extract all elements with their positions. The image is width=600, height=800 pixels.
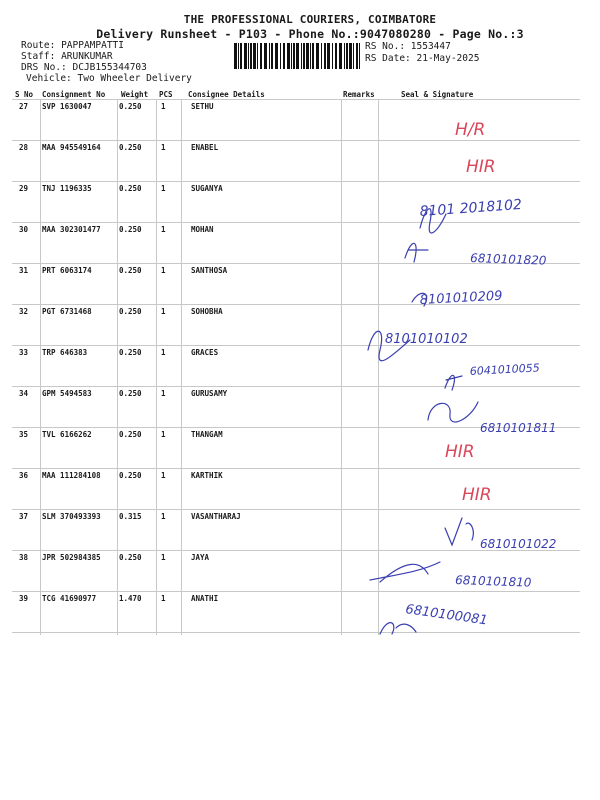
cell-consignment: TCG 41690977	[42, 594, 97, 603]
barcode-bar	[327, 43, 330, 69]
cell-pcs: 1	[161, 471, 166, 480]
cell-consignment: TRP 646383	[42, 348, 88, 357]
signature-row-35: HIR	[445, 442, 475, 462]
cell-consignment: MAA 945549164	[42, 143, 101, 152]
cell-consignee: ENABEL	[191, 143, 219, 152]
signature-row-39: 6810100081	[404, 602, 489, 629]
column-divider	[117, 99, 118, 635]
barcode-bar	[250, 43, 252, 69]
cell-sno: 27	[19, 102, 29, 111]
cell-weight: 0.250	[119, 225, 142, 234]
signature-row-27: H/R	[455, 120, 486, 140]
barcode-bar	[293, 43, 295, 69]
cell-weight: 0.250	[119, 389, 142, 398]
drs-label: DRS No.:	[21, 62, 67, 73]
barcode-bar	[296, 43, 299, 69]
row-divider	[12, 140, 580, 141]
barcode-bar	[339, 43, 342, 69]
cell-sno: 35	[19, 430, 29, 439]
cell-pcs: 1	[161, 594, 166, 603]
cell-weight: 0.250	[119, 184, 142, 193]
cell-weight: 0.250	[119, 430, 142, 439]
column-divider	[156, 99, 157, 635]
cell-consignee: THANGAM	[191, 430, 223, 439]
cell-consignee: SUGANYA	[191, 184, 223, 193]
barcode-bar	[271, 43, 273, 69]
cell-consignment: PRT 6063174	[42, 266, 92, 275]
signature-row-36: HIR	[462, 485, 492, 505]
cell-sno: 29	[19, 184, 29, 193]
header-rule	[12, 99, 580, 100]
vehicle-label: Vehicle:	[26, 73, 72, 84]
barcode-bar	[349, 43, 352, 69]
cell-sno: 39	[19, 594, 29, 603]
signature-row-28: HIR	[466, 157, 496, 177]
cell-consignee: KARTHIK	[191, 471, 223, 480]
barcode-bar	[346, 43, 348, 69]
cell-consignment: SLM 370493393	[42, 512, 101, 521]
barcode	[234, 43, 360, 69]
route-label: Route:	[21, 40, 56, 51]
col-header-sno: S No	[15, 90, 34, 99]
drs-line	[21, 62, 147, 73]
staff-line	[21, 51, 113, 62]
pen-stroke	[445, 375, 462, 390]
cell-consignment: MAA 302301477	[42, 225, 101, 234]
barcode-bar	[283, 43, 285, 69]
rs-date-line	[365, 53, 479, 64]
barcode-bar	[353, 43, 354, 69]
barcode-bar	[321, 43, 322, 69]
cell-consignment: MAA 111284108	[42, 471, 101, 480]
signature-row-38: 6810101810	[454, 573, 532, 590]
barcode-bar	[303, 43, 305, 69]
col-header-weight: Weight	[121, 90, 149, 99]
cell-consignment: GPM 5494583	[42, 389, 92, 398]
barcode-bar	[291, 43, 292, 69]
col-header-seal: Seal & Signature	[401, 90, 474, 99]
barcode-bar	[280, 43, 281, 69]
row-divider	[12, 386, 580, 387]
cell-pcs: 1	[161, 225, 166, 234]
row-divider	[12, 427, 580, 428]
row-divider	[12, 222, 580, 223]
barcode-bar	[301, 43, 302, 69]
signature-row-37: 6810101022	[480, 537, 557, 551]
signature-row-34: 6810101811	[480, 421, 557, 435]
rs-date-label: RS Date:	[365, 53, 411, 64]
col-header-consignment: Consignment No	[42, 90, 106, 99]
column-divider	[378, 99, 379, 635]
pen-stroke	[405, 243, 428, 262]
cell-pcs: 1	[161, 430, 166, 439]
col-header-pcs: PCS	[159, 90, 173, 99]
cell-consignee: GRACES	[191, 348, 219, 357]
barcode-bar	[306, 43, 309, 69]
column-divider	[341, 99, 342, 635]
cell-weight: 1.470	[119, 594, 142, 603]
cell-weight: 0.315	[119, 512, 142, 521]
column-divider	[40, 99, 41, 635]
column-divider	[181, 99, 182, 635]
row-divider	[12, 181, 580, 182]
cell-consignee: ANATHI	[191, 594, 219, 603]
rs-date-value: 21-May-2025	[416, 53, 480, 64]
staff-value: ARUNKUMAR	[61, 51, 113, 62]
cell-sno: 37	[19, 512, 29, 521]
pen-stroke	[445, 518, 473, 545]
cell-consignee: VASANTHARAJ	[191, 512, 241, 521]
barcode-bar	[257, 43, 258, 69]
cell-consignee: JAYA	[191, 553, 210, 562]
cell-pcs: 1	[161, 512, 166, 521]
cell-weight: 0.250	[119, 348, 142, 357]
barcode-bar	[234, 43, 237, 69]
cell-pcs: 1	[161, 266, 166, 275]
cell-sno: 34	[19, 389, 29, 398]
barcode-bar	[238, 43, 239, 69]
rs-no-value: 1553447	[410, 41, 451, 52]
row-divider	[12, 263, 580, 264]
barcode-bar	[260, 43, 262, 69]
col-header-remarks: Remarks	[343, 90, 375, 99]
cell-consignment: SVP 1630047	[42, 102, 92, 111]
row-divider	[12, 591, 580, 592]
rs-no-label: RS No.:	[365, 41, 406, 52]
cell-sno: 32	[19, 307, 29, 316]
barcode-bar	[332, 43, 333, 69]
barcode-bar	[253, 43, 256, 69]
runsheet-title: Delivery Runsheet - P103 - Phone No.:9047080280 - Page No.:3	[96, 27, 524, 41]
barcode-bar	[269, 43, 270, 69]
barcode-bar	[248, 43, 249, 69]
cell-consignee: GURUSAMY	[191, 389, 228, 398]
rs-no-line	[365, 41, 451, 52]
signature-row-31: 8101010209	[419, 288, 503, 308]
barcode-bar	[316, 43, 319, 69]
cell-consignee: SETHU	[191, 102, 214, 111]
cell-pcs: 1	[161, 102, 166, 111]
row-divider	[12, 509, 580, 510]
cell-sno: 28	[19, 143, 29, 152]
cell-consignment: TNJ 1196335	[42, 184, 92, 193]
cell-pcs: 1	[161, 307, 166, 316]
cell-consignment: PGT 6731468	[42, 307, 92, 316]
row-divider	[12, 468, 580, 469]
row-divider	[12, 550, 580, 551]
barcode-bar	[324, 43, 326, 69]
cell-consignment: JPR 502984385	[42, 553, 101, 562]
signature-row-30: 6810101820	[469, 251, 547, 268]
cell-sno: 36	[19, 471, 29, 480]
pen-stroke	[428, 402, 478, 422]
signature-row-29: 8101 2018102	[419, 196, 523, 220]
barcode-bar	[359, 43, 360, 69]
barcode-bar	[335, 43, 337, 69]
cell-weight: 0.250	[119, 102, 142, 111]
route-line	[21, 40, 124, 51]
cell-pcs: 1	[161, 553, 166, 562]
row-divider	[12, 345, 580, 346]
cell-weight: 0.250	[119, 266, 142, 275]
cell-pcs: 1	[161, 184, 166, 193]
col-header-consignee: Consignee Details	[188, 90, 265, 99]
cell-weight: 0.250	[119, 471, 142, 480]
cell-consignee: SANTHOSA	[191, 266, 228, 275]
vehicle-value: Two Wheeler Delivery	[77, 73, 192, 84]
barcode-bar	[275, 43, 278, 69]
drs-value: DCJB155344703	[72, 62, 147, 73]
staff-label: Staff:	[21, 51, 56, 62]
pen-stroke	[420, 209, 446, 233]
barcode-bar	[244, 43, 247, 69]
cell-pcs: 1	[161, 143, 166, 152]
cell-weight: 0.250	[119, 553, 142, 562]
cell-pcs: 1	[161, 389, 166, 398]
cell-weight: 0.250	[119, 307, 142, 316]
cell-consignee: SOHOBHA	[191, 307, 223, 316]
company-title: THE PROFESSIONAL COURIERS, COIMBATORE	[183, 13, 437, 26]
barcode-bar	[344, 43, 345, 69]
barcode-bar	[310, 43, 311, 69]
barcode-bar	[264, 43, 267, 69]
signature-row-33: 6041010055	[469, 361, 541, 378]
cell-sno: 30	[19, 225, 29, 234]
pen-stroke	[370, 562, 440, 582]
barcode-bar	[240, 43, 242, 69]
barcode-bar	[287, 43, 290, 69]
cell-sno: 31	[19, 266, 29, 275]
cell-sno: 38	[19, 553, 29, 562]
row-divider	[12, 632, 580, 633]
cell-weight: 0.250	[119, 143, 142, 152]
cell-consignment: TVL 6166262	[42, 430, 92, 439]
signature-row-32: 8101010102	[385, 332, 468, 347]
row-divider	[12, 304, 580, 305]
cell-sno: 33	[19, 348, 29, 357]
vehicle-line	[26, 73, 192, 84]
barcode-bar	[312, 43, 314, 69]
cell-consignee: MOHAN	[191, 225, 214, 234]
barcode-bar	[356, 43, 358, 69]
cell-pcs: 1	[161, 348, 166, 357]
route-value: PAPPAMPATTI	[61, 40, 124, 51]
